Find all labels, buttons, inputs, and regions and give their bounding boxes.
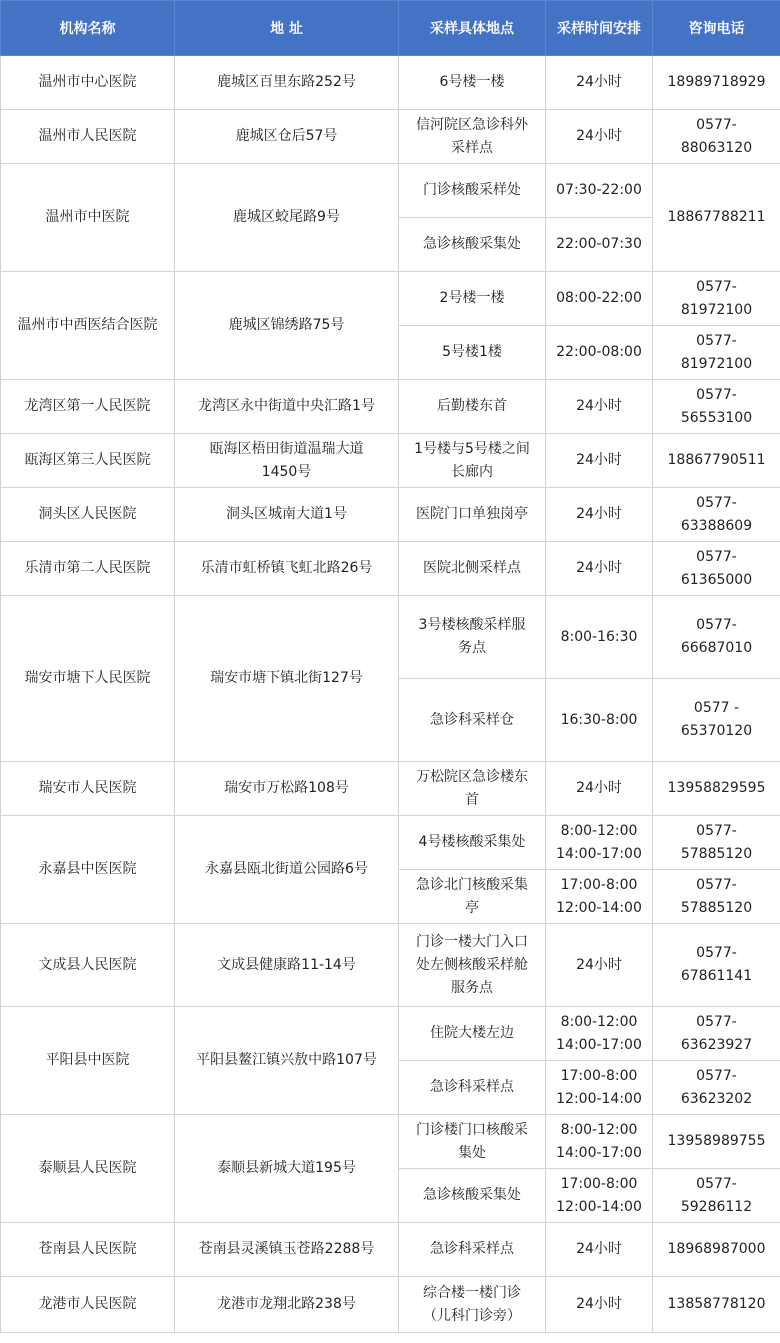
location-cell: 综合楼一楼门诊 （儿科门诊旁）: [399, 1277, 546, 1333]
table-row: [1, 110, 780, 164]
time-cell: 17:00-8:00 12:00-14:00: [546, 1169, 653, 1223]
institution-name-cell: 洞头区人民医院: [1, 488, 175, 542]
location-cell: 急诊科采样点: [399, 1061, 546, 1115]
phone-cell: 0577- 57885120: [653, 870, 780, 924]
phone-cell: 18867790511: [653, 434, 780, 488]
address-cell: 泰顺县新城大道195号: [175, 1115, 399, 1223]
phone-cell: 18989718929: [653, 56, 780, 110]
institution-name-cell: 苍南县人民医院: [1, 1223, 175, 1277]
location-cell: 急诊科采样仓: [399, 679, 546, 762]
phone-cell: 0577 - 65370120: [653, 679, 780, 762]
phone-cell: 0577- 63623202: [653, 1061, 780, 1115]
time-cell: 24小时: [546, 110, 653, 164]
table-row: [1, 1007, 780, 1061]
phone-cell: 18867788211: [653, 164, 780, 272]
time-cell: 24小时: [546, 434, 653, 488]
time-cell: 8:00-12:00 14:00-17:00: [546, 816, 653, 870]
header-institution: 机构名称: [1, 1, 175, 56]
institution-name-cell: 平阳县中医院: [1, 1007, 175, 1115]
location-cell: 医院北侧采样点: [399, 542, 546, 596]
table-row: [1, 164, 780, 218]
location-cell: 信河院区急诊科外 采样点: [399, 110, 546, 164]
table-header-row: [1, 1, 780, 56]
table-row: [1, 816, 780, 870]
phone-cell: 0577- 81972100: [653, 326, 780, 380]
address-cell: 鹿城区仓后57号: [175, 110, 399, 164]
time-cell: 24小时: [546, 1277, 653, 1333]
table-row: [1, 1223, 780, 1277]
header-phone: 咨询电话: [653, 1, 780, 56]
phone-cell: 0577- 63388609: [653, 488, 780, 542]
location-cell: 住院大楼左边: [399, 1007, 546, 1061]
phone-cell: 0577- 61365000: [653, 542, 780, 596]
institution-name-cell: 龙湾区第一人民医院: [1, 380, 175, 434]
location-cell: 5号楼1楼: [399, 326, 546, 380]
address-cell: 永嘉县瓯北街道公园路6号: [175, 816, 399, 924]
phone-cell: 0577- 67861141: [653, 924, 780, 1007]
time-cell: 24小时: [546, 380, 653, 434]
table-row: [1, 762, 780, 816]
table-row: [1, 380, 780, 434]
institution-name-cell: 龙港市人民医院: [1, 1277, 175, 1333]
location-cell: 急诊核酸采集处: [399, 1169, 546, 1223]
location-cell: 门诊一楼大门入口 处左侧核酸采样舱 服务点: [399, 924, 546, 1007]
institution-name-cell: 瑞安市塘下人民医院: [1, 596, 175, 762]
address-cell: 瓯海区梧田街道温瑞大道 1450号: [175, 434, 399, 488]
location-cell: 2号楼一楼: [399, 272, 546, 326]
address-cell: 乐清市虹桥镇飞虹北路26号: [175, 542, 399, 596]
time-cell: 17:00-8:00 12:00-14:00: [546, 870, 653, 924]
table-row: [1, 272, 780, 326]
time-cell: 8:00-16:30: [546, 596, 653, 679]
table-row: [1, 596, 780, 679]
time-cell: 8:00-12:00 14:00-17:00: [546, 1007, 653, 1061]
location-cell: 门诊楼门口核酸采 集处: [399, 1115, 546, 1169]
table-row: [1, 1277, 780, 1333]
phone-cell: 0577- 63623927: [653, 1007, 780, 1061]
address-cell: 平阳县鳌江镇兴敖中路107号: [175, 1007, 399, 1115]
institution-name-cell: 瓯海区第三人民医院: [1, 434, 175, 488]
address-cell: 鹿城区锦绣路75号: [175, 272, 399, 380]
time-cell: 07:30-22:00: [546, 164, 653, 218]
address-cell: 苍南县灵溪镇玉苍路2288号: [175, 1223, 399, 1277]
time-cell: 24小时: [546, 56, 653, 110]
table-row: [1, 1115, 780, 1169]
table-row: [1, 56, 780, 110]
time-cell: 22:00-08:00: [546, 326, 653, 380]
table-row: [1, 542, 780, 596]
address-cell: 鹿城区蛟尾路9号: [175, 164, 399, 272]
phone-cell: 13958829595: [653, 762, 780, 816]
location-cell: 急诊北门核酸采集 亭: [399, 870, 546, 924]
institution-name-cell: 泰顺县人民医院: [1, 1115, 175, 1223]
institution-name-cell: 温州市中医院: [1, 164, 175, 272]
phone-cell: 0577- 59286112: [653, 1169, 780, 1223]
time-cell: 24小时: [546, 542, 653, 596]
location-cell: 3号楼核酸采样服 务点: [399, 596, 546, 679]
phone-cell: 18968987000: [653, 1223, 780, 1277]
phone-cell: 0577- 81972100: [653, 272, 780, 326]
institution-name-cell: 温州市中心医院: [1, 56, 175, 110]
phone-cell: 13858778120: [653, 1277, 780, 1333]
header-time: 采样时间安排: [546, 1, 653, 56]
institution-name-cell: 文成县人民医院: [1, 924, 175, 1007]
location-cell: 1号楼与5号楼之间 长廊内: [399, 434, 546, 488]
institution-name-cell: 永嘉县中医医院: [1, 816, 175, 924]
table-row: [1, 434, 780, 488]
address-cell: 龙湾区永中街道中央汇路1号: [175, 380, 399, 434]
phone-cell: 0577- 88063120: [653, 110, 780, 164]
time-cell: 24小时: [546, 924, 653, 1007]
location-cell: 万松院区急诊楼东 首: [399, 762, 546, 816]
address-cell: 文成县健康路11-14号: [175, 924, 399, 1007]
location-cell: 医院门口单独岗亭: [399, 488, 546, 542]
phone-cell: 13958989755: [653, 1115, 780, 1169]
table-body: [1, 56, 780, 1333]
phone-cell: 0577- 66687010: [653, 596, 780, 679]
location-cell: 后勤楼东首: [399, 380, 546, 434]
address-cell: 龙港市龙翔北路238号: [175, 1277, 399, 1333]
address-cell: 鹿城区百里东路252号: [175, 56, 399, 110]
time-cell: 24小时: [546, 1223, 653, 1277]
time-cell: 24小时: [546, 488, 653, 542]
phone-cell: 0577- 56553100: [653, 380, 780, 434]
time-cell: 17:00-8:00 12:00-14:00: [546, 1061, 653, 1115]
institution-name-cell: 瑞安市人民医院: [1, 762, 175, 816]
institution-name-cell: 温州市人民医院: [1, 110, 175, 164]
time-cell: 16:30-8:00: [546, 679, 653, 762]
time-cell: 8:00-12:00 14:00-17:00: [546, 1115, 653, 1169]
address-cell: 瑞安市塘下镇北街127号: [175, 596, 399, 762]
location-cell: 急诊核酸采集处: [399, 218, 546, 272]
location-cell: 6号楼一楼: [399, 56, 546, 110]
table-row: [1, 488, 780, 542]
header-address: 地 址: [175, 1, 399, 56]
location-cell: 4号楼核酸采集处: [399, 816, 546, 870]
header-location: 采样具体地点: [399, 1, 546, 56]
address-cell: 洞头区城南大道1号: [175, 488, 399, 542]
institution-name-cell: 乐清市第二人民医院: [1, 542, 175, 596]
table-row: [1, 924, 780, 1007]
phone-cell: 0577- 57885120: [653, 816, 780, 870]
time-cell: 08:00-22:00: [546, 272, 653, 326]
time-cell: 24小时: [546, 762, 653, 816]
address-cell: 瑞安市万松路108号: [175, 762, 399, 816]
location-cell: 急诊科采样点: [399, 1223, 546, 1277]
institution-name-cell: 温州市中西医结合医院: [1, 272, 175, 380]
location-cell: 门诊核酸采样处: [399, 164, 546, 218]
time-cell: 22:00-07:30: [546, 218, 653, 272]
